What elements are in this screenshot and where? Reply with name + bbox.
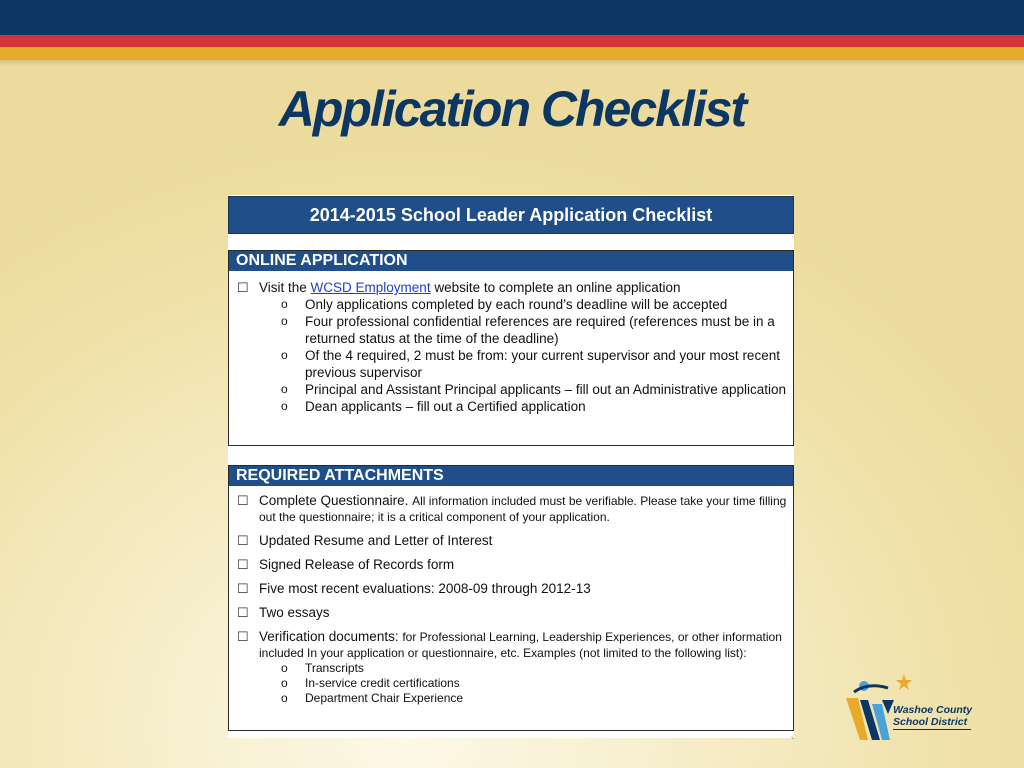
checkbox-icon[interactable]: ☐: [237, 533, 249, 548]
corner-mark: ⌞: [791, 730, 796, 740]
required-attachments-section: [228, 465, 794, 731]
list-item: o Principal and Assistant Principal applicants – fill out an Administrative application: [281, 382, 787, 397]
item-text-suffix: website to complete an online application: [434, 280, 681, 295]
checklist-item: [229, 581, 793, 597]
slide-title: Application Checklist: [278, 81, 746, 137]
list-item: o Department Chair Experience: [281, 691, 464, 705]
band-shadow: [0, 60, 1024, 66]
list-item: o In-service credit certifications: [281, 676, 460, 690]
bullet-icon: o: [281, 661, 288, 675]
top-navy-band: [0, 0, 1024, 35]
checkbox-icon[interactable]: ☐: [237, 629, 249, 644]
checkbox-icon[interactable]: ☐: [237, 493, 249, 508]
section-heading: ONLINE APPLICATION: [229, 251, 793, 271]
top-gold-band: [0, 47, 1024, 60]
item-text: Two essays: [259, 605, 330, 620]
online-subitems: [229, 296, 793, 415]
bullet-icon: o: [281, 297, 288, 311]
checklist-item: [229, 280, 793, 296]
list-item: o Of the 4 required, 2 must be from: your current supervisor and your most recent previous supervisor: [281, 348, 780, 380]
item-note: All information included must be verifiable. Please take your time filling out the questionnaire; it is a critical component of your application.: [259, 494, 787, 524]
checklist-document: [228, 195, 794, 738]
item-text: Five most recent evaluations: 2008-09 through 2012-13: [259, 581, 591, 596]
item-text-prefix: Visit the: [259, 280, 307, 295]
list-item: o Transcripts: [281, 661, 364, 675]
document-header: 2014-2015 School Leader Application Checklist: [228, 196, 794, 234]
checkbox-icon[interactable]: ☐: [237, 557, 249, 572]
checklist-item: [229, 629, 793, 661]
item-text: Updated Resume and Letter of Interest: [259, 533, 493, 548]
logo-underline: [893, 729, 971, 730]
checklist-item: [229, 557, 793, 573]
verification-subitems: [229, 661, 793, 706]
checkbox-icon[interactable]: ☐: [237, 605, 249, 620]
item-note: for Professional Learning, Leadership Experiences, or other information included In your application or questionnaire, etc. Examples (not limited to the following list):: [259, 630, 782, 660]
checklist-item: [229, 605, 793, 621]
wcsd-employment-link[interactable]: WCSD Employment: [310, 280, 431, 295]
bullet-icon: o: [281, 382, 288, 396]
list-item: o Dean applicants – fill out a Certified application: [281, 399, 586, 414]
section-heading: REQUIRED ATTACHMENTS: [229, 466, 793, 486]
bullet-icon: o: [281, 314, 288, 328]
list-item: o Only applications completed by each round’s deadline will be accepted: [281, 297, 728, 312]
checklist-item: [229, 493, 793, 525]
item-text: Verification documents:: [259, 629, 399, 644]
list-item: o Four professional confidential references are required (references must be in a returned status at the time of the deadline): [281, 314, 775, 346]
logo-text: Washoe County School District: [893, 704, 973, 728]
checkbox-icon[interactable]: ☐: [237, 581, 249, 596]
checklist-item: [229, 533, 793, 549]
checkbox-icon[interactable]: ☐: [237, 280, 249, 295]
item-text: Signed Release of Records form: [259, 557, 455, 572]
bullet-icon: o: [281, 399, 288, 413]
online-application-section: [228, 250, 794, 446]
top-red-band: [0, 35, 1024, 47]
item-text: Complete Questionnaire.: [259, 493, 409, 508]
bullet-icon: o: [281, 676, 288, 690]
bullet-icon: o: [281, 691, 288, 705]
bullet-icon: o: [281, 348, 288, 362]
